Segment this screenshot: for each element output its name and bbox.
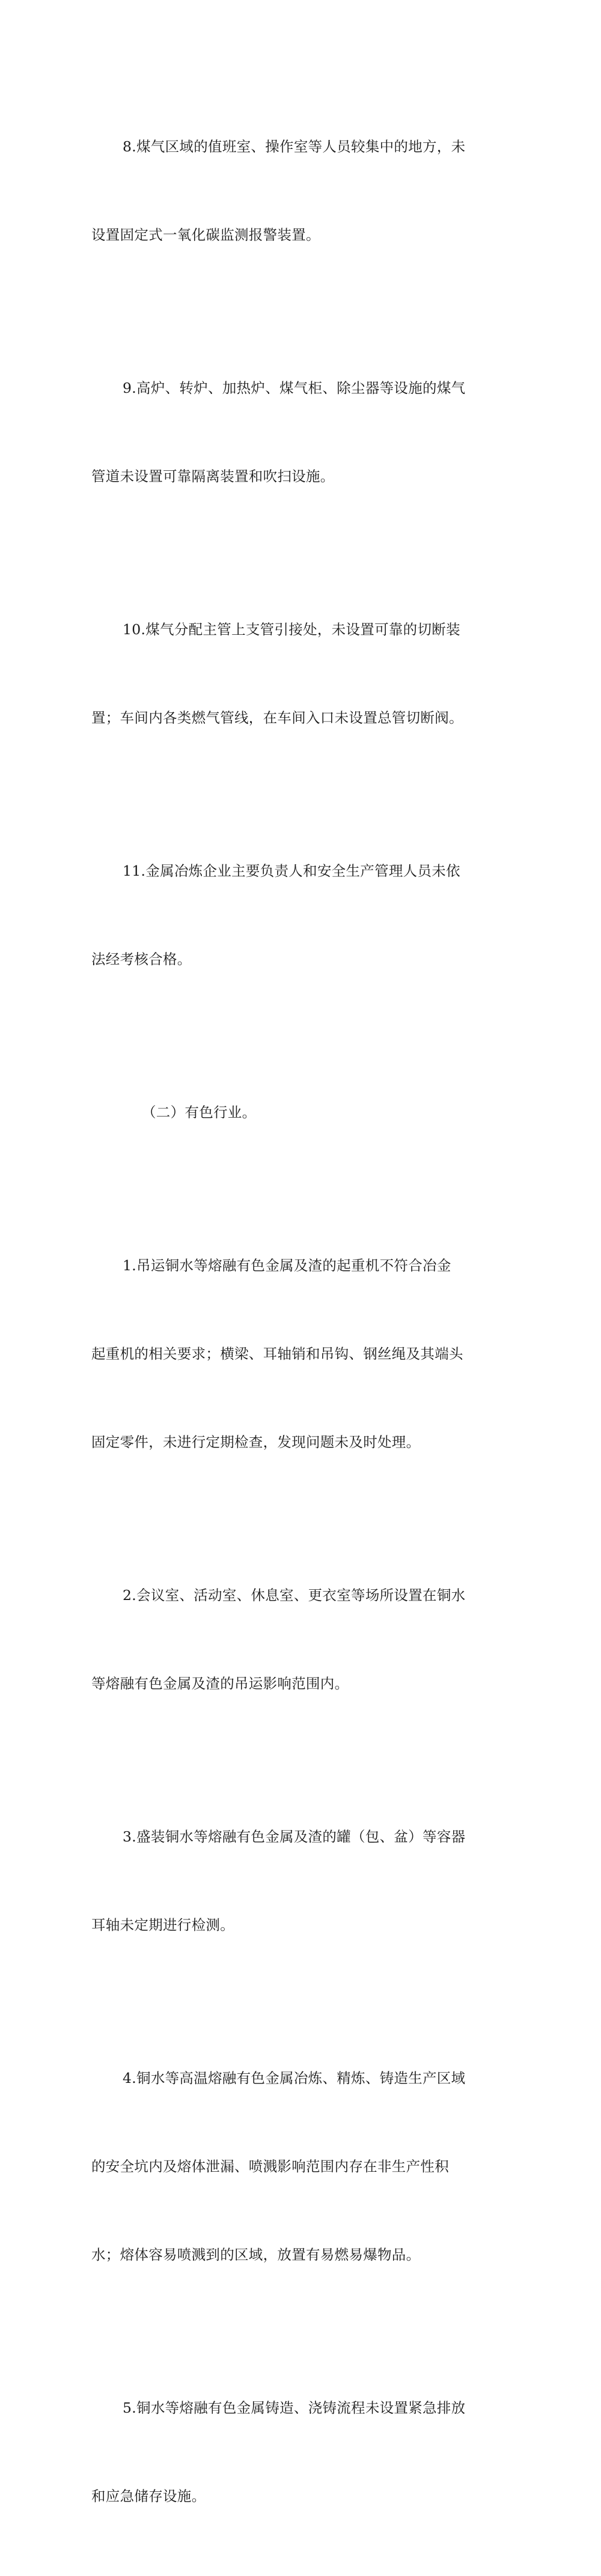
paragraph-item-1 [91, 1192, 512, 1516]
paragraph-item-8 [91, 73, 512, 309]
paragraph-item-3 [91, 1763, 512, 1999]
text-line: 2.会议室、活动室、休息室、更衣室等场所设置在铜水 [123, 1587, 466, 1604]
paragraph-item-4 [91, 2005, 512, 2329]
paragraph-item-5 [91, 2335, 512, 2570]
text-line: 的安全坑内及熔体泄漏、喷溅影响范围内存在非生产性积 [91, 2158, 449, 2175]
text-line: 置；车间内各类燃气管线，在车间入口未设置总管切断阀。 [91, 709, 463, 726]
text-line: 9.高炉、转炉、加热炉、煤气柜、除尘器等设施的煤气 [123, 380, 466, 396]
text-line: 设置固定式一氧化碳监测报警装置。 [91, 226, 320, 243]
text-line: 8.煤气区域的值班室、操作室等人员较集中的地方，未 [123, 138, 466, 155]
section-heading-text: （二）有色行业。 [142, 1104, 257, 1121]
text-line: 起重机的相关要求；横梁、耳轴销和吊钩、钢丝绳及其端头 [91, 1345, 463, 1362]
text-line: 10.煤气分配主管上支管引接处，未设置可靠的切断装 [123, 621, 460, 638]
paragraph-item-2 [91, 1522, 512, 1757]
text-line: 法经考核合格。 [91, 951, 192, 968]
paragraph-item-10 [91, 556, 512, 792]
document-page [91, 73, 512, 2576]
paragraph-item-11 [91, 798, 512, 1033]
text-line: 和应急储存设施。 [91, 2488, 206, 2505]
text-line: 水；熔体容易喷溅到的区域，放置有易燃易爆物品。 [91, 2246, 421, 2263]
text-line: 等熔融有色金属及渣的吊运影响范围内。 [91, 1675, 349, 1692]
text-line: 耳轴未定期进行检测。 [91, 1917, 234, 1933]
text-line: 3.盛装铜水等熔融有色金属及渣的罐（包、盆）等容器 [123, 1828, 466, 1845]
text-line: 5.铜水等熔融有色金属铸造、浇铸流程未设置紧急排放 [123, 2399, 466, 2416]
text-line: 1.吊运铜水等熔融有色金属及渣的起重机不符合冶金 [123, 1257, 451, 1274]
paragraph-item-9 [91, 315, 512, 550]
text-line: 管道未设置可靠隔离装置和吹扫设施。 [91, 468, 335, 485]
text-line: 固定零件，未进行定期检查，发现问题未及时处理。 [91, 1434, 421, 1450]
text-line: 4.铜水等高温熔融有色金属冶炼、精炼、铸造生产区域 [123, 2070, 466, 2087]
section-heading [91, 1039, 512, 1186]
text-line: 11.金属冶炼企业主要负责人和安全生产管理人员未依 [123, 862, 460, 879]
